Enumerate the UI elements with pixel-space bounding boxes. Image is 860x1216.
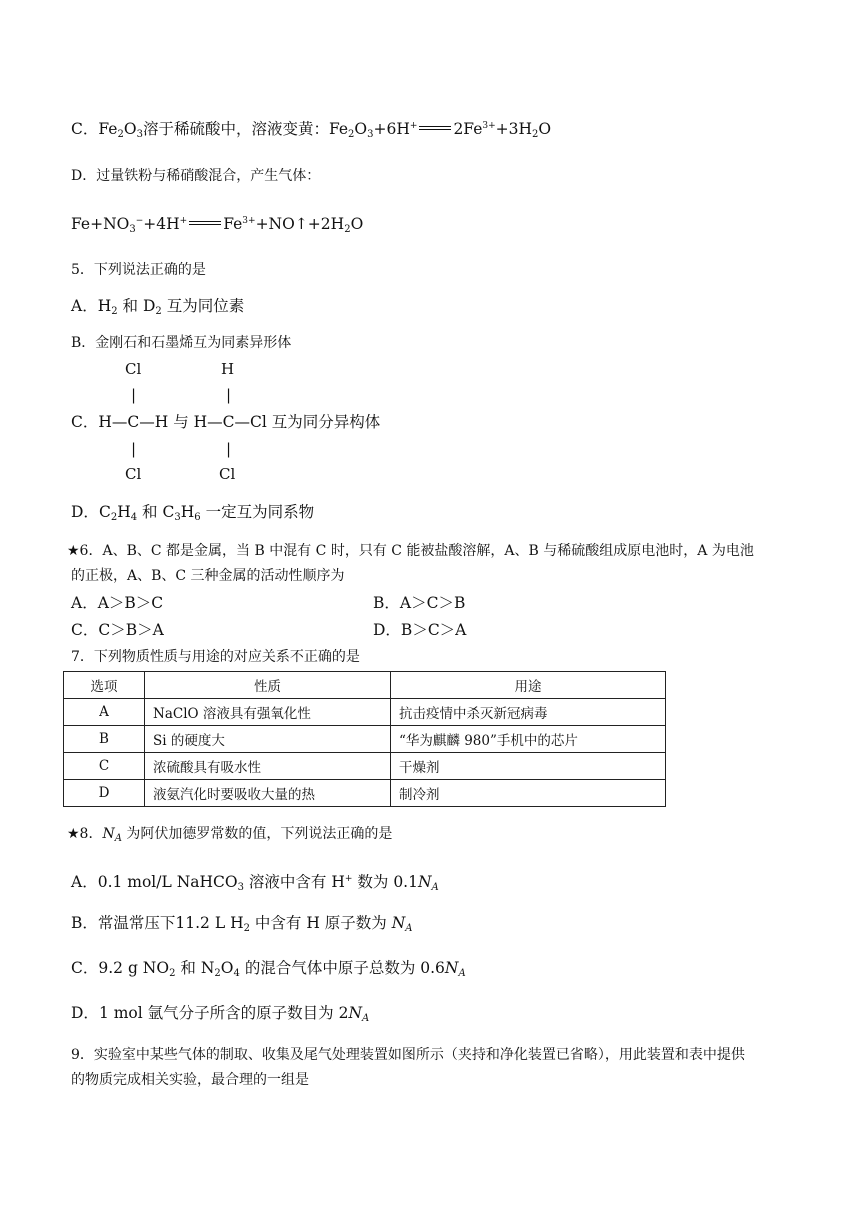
- struct-bond-bottom-2: |: [226, 440, 232, 458]
- table-cell: 干燥剂: [391, 753, 666, 780]
- q6-stem-line2: 的正极，A、B、C 三种金属的活动性顺序为: [71, 568, 345, 584]
- q6-option-d: D．B＞C＞A: [373, 621, 467, 639]
- properties-table: [63, 671, 666, 807]
- table-row: [64, 780, 666, 807]
- q8-option-b: B．常温常压下11.2 L $H_2$ 中含有 H 原子数为 $N_A$: [71, 914, 413, 934]
- table-cell: D: [64, 780, 145, 807]
- q4-option-c: C．$Fe_2O_3$溶于稀硫酸中，溶液变黄：$Fe_2O_3+6H^+$ $2Fe^{3+}+3H_2O$: [71, 120, 552, 140]
- table-cell: C: [64, 753, 145, 780]
- table-cell: 制冷剂: [391, 780, 666, 807]
- q6-option-c: C．C＞B＞A: [71, 621, 164, 639]
- table-row: [64, 726, 666, 753]
- q5-stem: 5．下列说法正确的是: [71, 262, 206, 278]
- q8-option-a: A．0.1 mol/L NaHCO$_3$ 溶液中含有 H+ 数为 $0.1N_A$: [71, 873, 439, 893]
- table-cell: NaClO 溶液具有强氧化性: [145, 699, 391, 726]
- struct-bottom-cl-1: Cl: [125, 465, 142, 483]
- table-row: [64, 699, 666, 726]
- q4-option-d: D．过量铁粉与稀硝酸混合，产生气体：: [71, 168, 321, 184]
- q9-stem-line2: 的物质完成相关实验，最合理的一组是: [71, 1072, 309, 1088]
- q5-option-c: C．H—C—H 与 H—C—Cl 互为同分异构体: [71, 413, 381, 431]
- table-cell: B: [64, 726, 145, 753]
- struct-bottom-cl-2: Cl: [219, 465, 236, 483]
- q6-option-b: B．A＞C＞B: [373, 594, 466, 612]
- table-header-cell: 性质: [145, 672, 391, 699]
- struct-top-cl: Cl: [125, 360, 142, 378]
- q6-option-a: A．A＞B＞C: [71, 594, 164, 612]
- table-header-row: [64, 672, 666, 699]
- table-cell: 抗击疫情中杀灭新冠病毒: [391, 699, 666, 726]
- q8-option-c: C．9.2 g $NO_2$ 和 $N_2O_4$ 的混合气体中原子总数为 $0.6N_A$: [71, 959, 466, 979]
- q5-option-d: D．$C_2H_4$ 和 $C_3H_6$ 一定互为同系物: [71, 503, 315, 523]
- struct-bond-top-1: |: [131, 386, 137, 404]
- q5-option-a: A．$H_2$ 和 $D_2$ 互为同位素: [71, 297, 245, 317]
- q8-option-d: D．1 mol 氩气分子所含的原子数目为 $2N_A$: [71, 1004, 370, 1024]
- table-cell: 液氨汽化时要吸收大量的热: [145, 780, 391, 807]
- q8-stem: ★8．$N_A$ 为阿伏加德罗常数的值，下列说法正确的是: [67, 826, 393, 844]
- q9-stem-line1: 9．实验室中某些气体的制取、收集及尾气处理装置如图所示（夹持和净化装置已省略），用此装置和表中提供: [71, 1047, 745, 1063]
- equation-equals-sign: [189, 221, 221, 225]
- q5-option-b: B．金刚石和石墨烯互为同素异形体: [71, 335, 292, 351]
- table-row: [64, 753, 666, 780]
- table-cell: Si 的硬度大: [145, 726, 391, 753]
- table-header-cell: 选项: [64, 672, 145, 699]
- struct-bond-top-2: |: [226, 386, 232, 404]
- q6-stem-line1: ★6．A、B、C 都是金属，当 B 中混有 C 时，只有 C 能被盐酸溶解，A、B 与稀硫酸组成原电池时，A 为电池: [67, 543, 754, 559]
- table-header-cell: 用途: [391, 672, 666, 699]
- table-cell: 浓硫酸具有吸水性: [145, 753, 391, 780]
- q7-stem: 7．下列物质性质与用途的对应关系不正确的是: [71, 649, 360, 665]
- table-cell: A: [64, 699, 145, 726]
- struct-bond-bottom-1: |: [131, 440, 137, 458]
- equation-equals-sign: [419, 126, 451, 130]
- table-cell: “华为麒麟 980”手机中的芯片: [391, 726, 666, 753]
- q4-option-d-equation: $Fe+NO_3^-+4H^+$ $Fe^{3+}+NO↑+2H_2O$: [71, 215, 364, 235]
- struct-top-h: H: [221, 360, 235, 378]
